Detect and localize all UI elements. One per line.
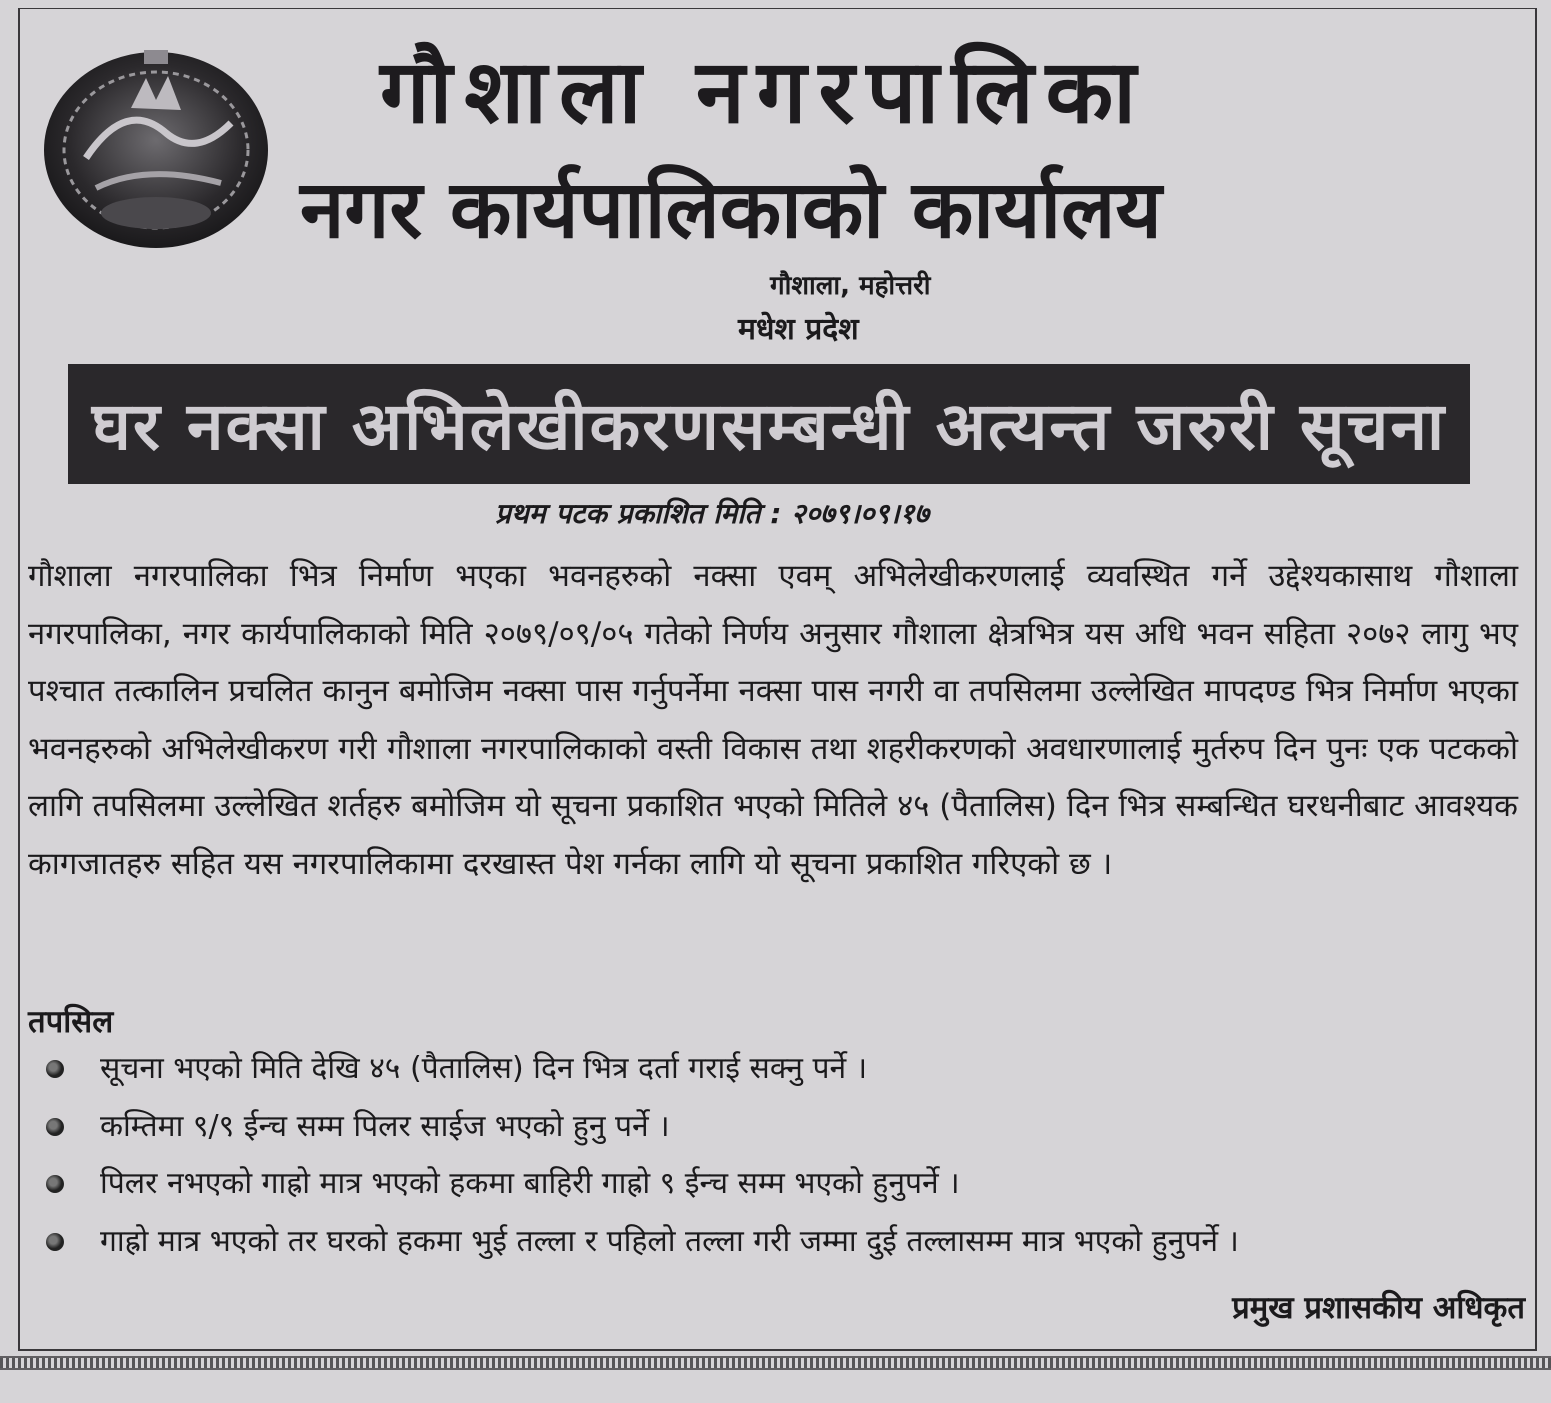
- bullet-icon: [46, 1118, 64, 1136]
- bullet-icon: [46, 1233, 64, 1251]
- list-item: [28, 1155, 1518, 1213]
- details-heading: तपसिल: [28, 1004, 114, 1040]
- office-title: नगर कार्यपालिकाको कार्यालय: [300, 163, 1162, 256]
- list-item-text: पिलर नभएको गाह्रो मात्र भएको हकमा बाहिरी गाह्रो ९ ईन्च सम्म भएको हुनुपर्ने ।: [100, 1166, 960, 1201]
- publication-date: प्रथम पटक प्रकाशित मिति : २०७९।०९।१७: [495, 497, 929, 530]
- province-line: मधेश प्रदेश: [738, 312, 859, 347]
- bullet-icon: [46, 1175, 64, 1193]
- list-item: [28, 1040, 1518, 1098]
- details-list: [28, 1040, 1518, 1270]
- notice-body: गौशाला नगरपालिका भित्र निर्माण भएका भवनहरुको नक्सा एवम् अभिलेखीकरणलाई व्यवस्थित गर्ने उद्देश्यकासाथ गौशाला नगरपालिका, नगर कार्यपालिकाको मिति २०७९/०९/०५ गतेको निर्णय अनुसार गौशाला क्षेत्रभित्र यस अधि भवन सहिता २०७२ लागु भए पश्चात तत्कालिन प्रचलित कानुन बमोजिम नक्सा पास गर्नुपर्नेमा नक्सा पास नगरी वा तपसिलमा उल्लेखित मापदण्ड भित्र निर्माण भएका भवनहरुको अभिलेखीकरण गरी गौशाला नगरपालिकाको वस्ती विकास तथा शहरीकरणको अवधारणालाई मुर्तरुप दिन पुनः एक पटकको लागि तपसिलमा उल्लेखित शर्तहरु बमोजिम यो सूचना प्रकाशित भएको मितिले ४५ (पैतालिस) दिन भित्र सम्बन्धित घरधनीबाट आवश्यक कागजातहरु सहित यस नगरपालिकामा दरखास्त पेश गर्नका लागि यो सूचना प्रकाशित गरिएको छ ।: [28, 558, 1518, 882]
- address-line: गौशाला, महोत्तरी: [770, 271, 931, 301]
- notice-banner-text: घर नक्सा अभिलेखीकरणसम्बन्धी अत्यन्त जरुरी सूचना: [91, 388, 1447, 465]
- notice-banner: [68, 364, 1470, 484]
- list-item: [28, 1213, 1518, 1271]
- list-item-text: सूचना भएको मिति देखि ४५ (पैतालिस) दिन भित्र दर्ता गराई सक्नु पर्ने ।: [100, 1051, 868, 1086]
- signature: प्रमुख प्रशासकीय अधिकृत: [1232, 1290, 1525, 1326]
- bottom-rule: [0, 1356, 1551, 1370]
- government-emblem-icon: [36, 38, 276, 258]
- list-item-text: कम्तिमा ९/९ ईन्च सम्म पिलर साईज भएको हुनु पर्ने ।: [100, 1108, 670, 1144]
- municipality-title: गौशाला नगरपालिका: [380, 40, 1149, 143]
- list-item: [28, 1098, 1518, 1156]
- bullet-icon: [46, 1060, 64, 1078]
- list-item-text: गाह्रो मात्र भएको तर घरको हकमा भुई तल्ला र पहिलो तल्ला गरी जम्मा दुई तल्लासम्म मात्र भएको हुनुपर्ने ।: [100, 1223, 1239, 1259]
